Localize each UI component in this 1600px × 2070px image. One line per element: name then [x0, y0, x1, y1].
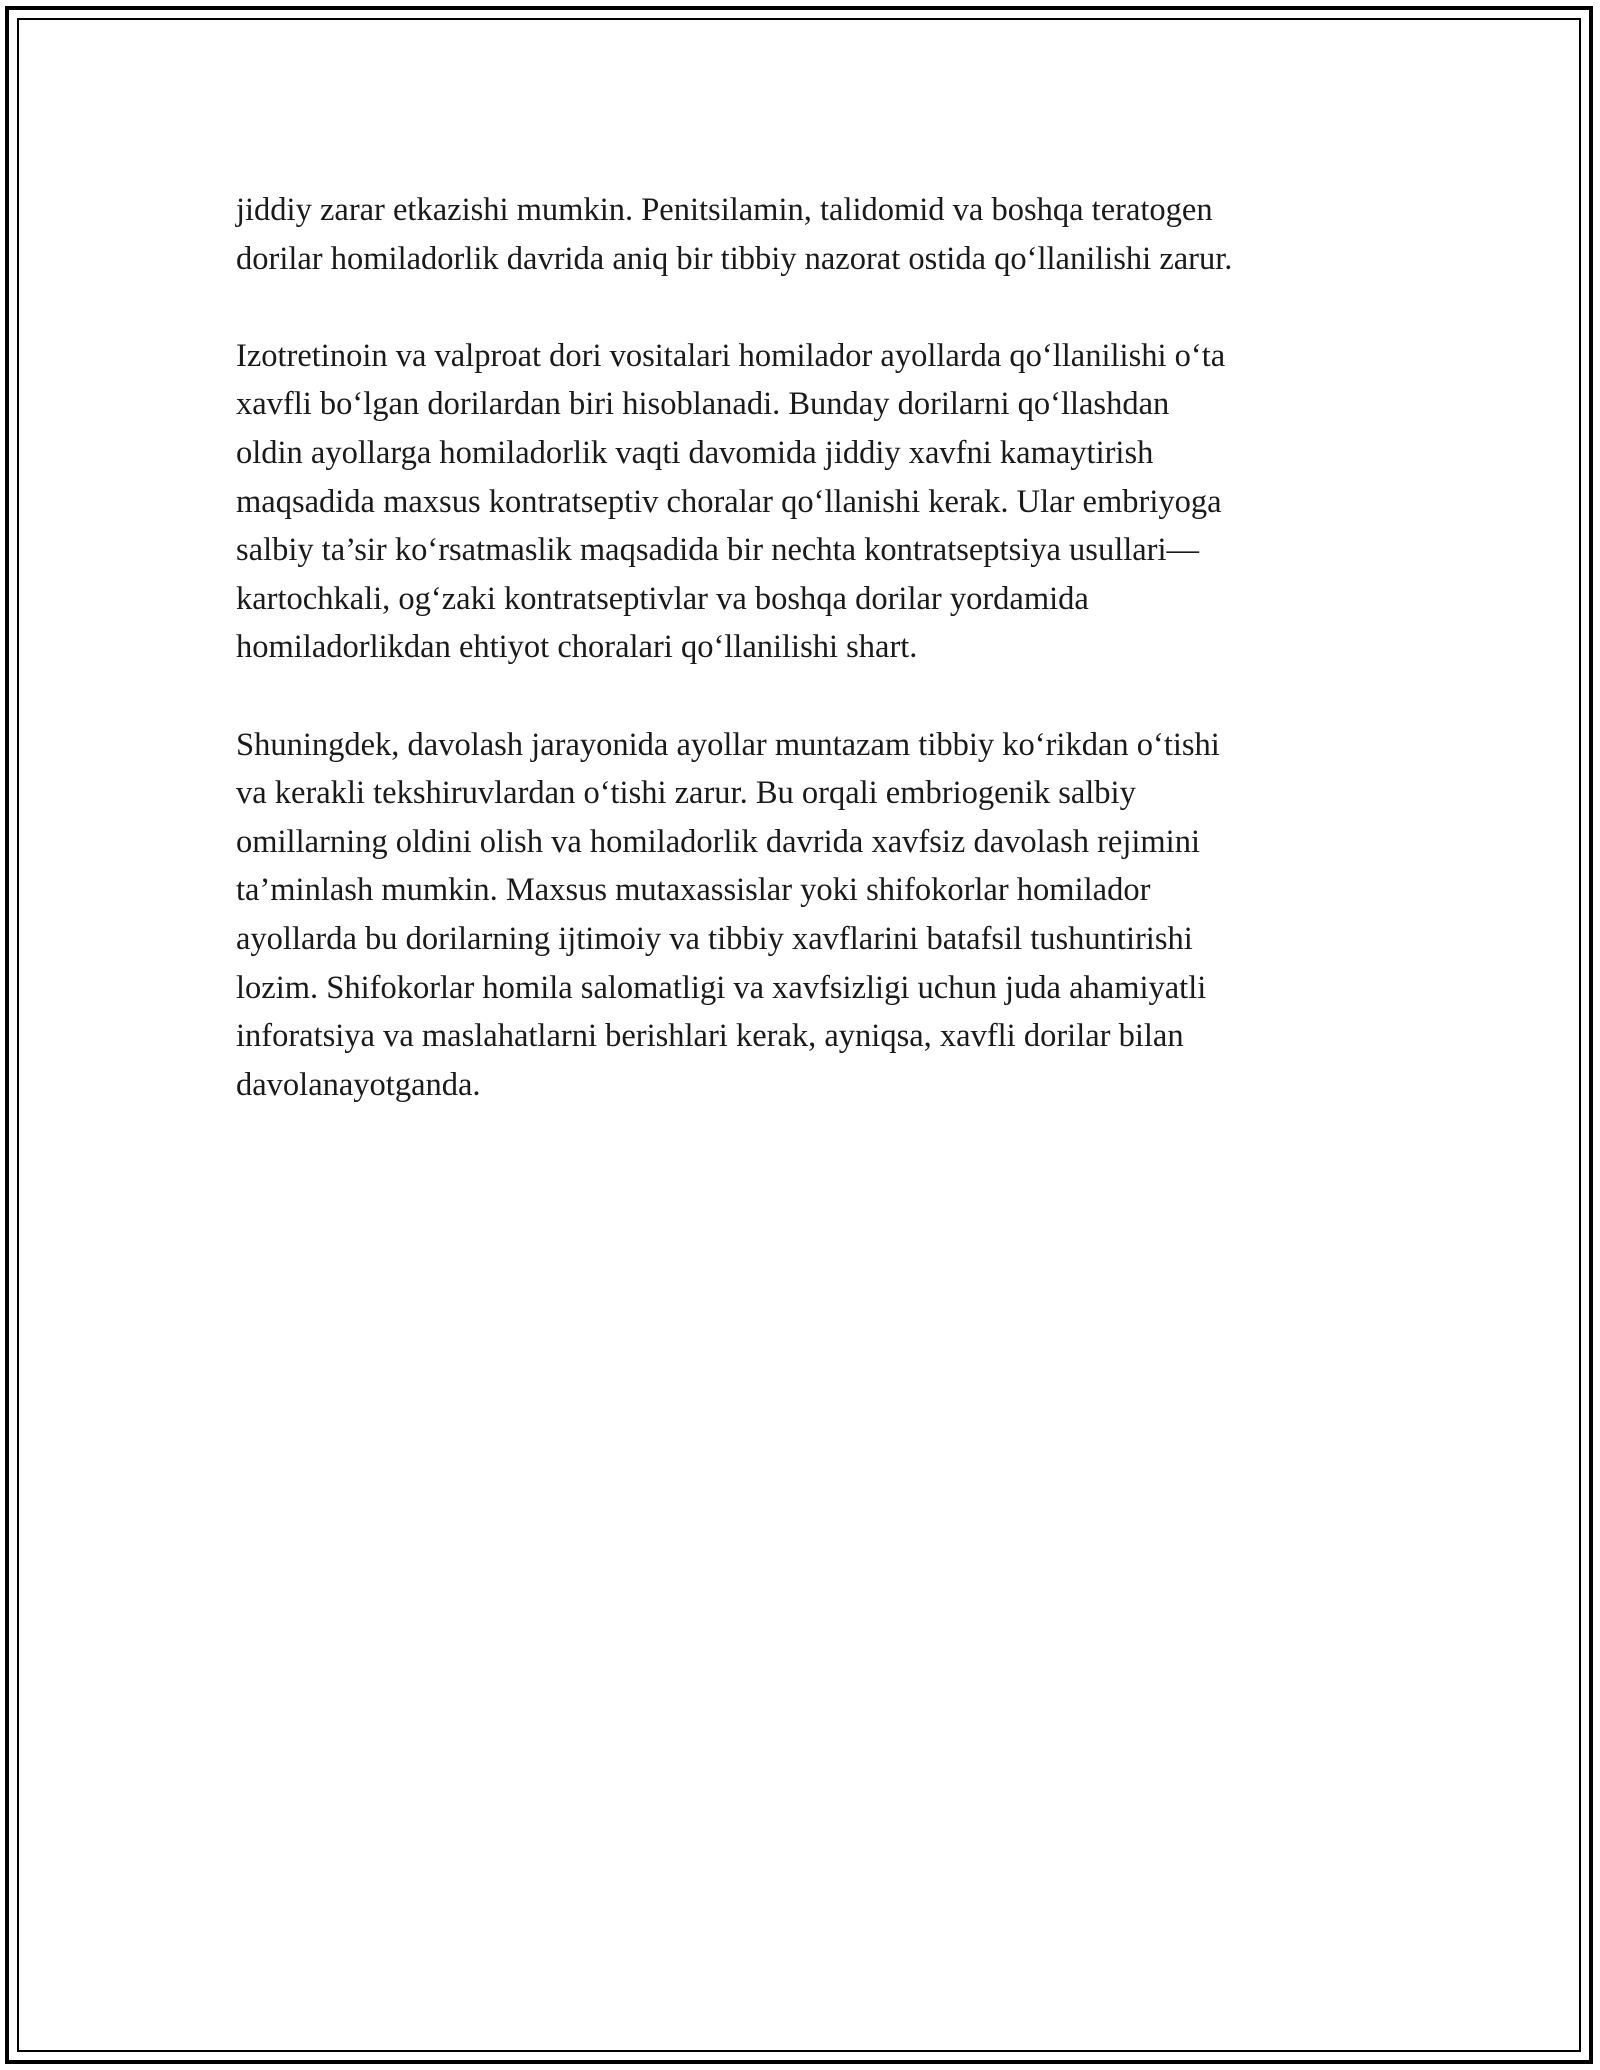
- text-line: Izotretinoin va valproat dori vositalari homilador ayollarda qo‘llanilishi o‘ta: [236, 337, 1226, 374]
- text-line: oldin ayollarga homiladorlik vaqti davomida jiddiy xavfni kamaytirish: [236, 434, 1154, 471]
- text-line: ayollarda bu dorilarning ijtimoiy va tibbiy xavflarini batafsil tushuntirishi: [236, 920, 1193, 957]
- text-line: jiddiy zarar etkazishi mumkin. Penitsilamin, talidomid va boshqa teratogen: [236, 192, 1213, 228]
- text-line: dorilar homiladorlik davrida aniq bir tibbiy nazorat ostida qo‘llanilishi zarur.: [236, 240, 1233, 277]
- document-body: [236, 186, 1386, 1158]
- paragraph-1: [236, 186, 1386, 283]
- text-line: lozim. Shifokorlar homila salomatligi va xavfsizligi uchun juda ahamiyatli: [236, 969, 1207, 1006]
- text-line: Shuningdek, davolash jarayonida ayollar muntazam tibbiy ko‘rikdan o‘tishi: [236, 726, 1220, 763]
- text-line: ta’minlash mumkin. Maxsus mutaxassislar yoki shifokorlar homilador: [236, 872, 1151, 909]
- paragraph-3: [236, 721, 1386, 1110]
- text-line: kartochkali, og‘zaki kontratseptivlar va boshqa dorilar yordamida: [236, 580, 1089, 617]
- text-line: va kerakli tekshiruvlardan o‘tishi zarur. Bu orqali embriogenik salbiy: [236, 775, 1136, 812]
- text-line: maqsadida maxsus kontratseptiv choralar qo‘llanishi kerak. Ular embriyoga: [236, 483, 1222, 520]
- text-line: inforatsiya va maslahatlarni berishlari kerak, ayniqsa, xavfli dorilar bilan: [236, 1018, 1184, 1055]
- text-line: omillarning oldini olish va homiladorlik davrida xavfsiz davolash rejimini: [236, 823, 1200, 860]
- text-line: homiladorlikdan ehtiyot choralari qo‘llanilishi shart.: [236, 629, 918, 666]
- paragraph-2: [236, 332, 1386, 672]
- text-line: salbiy ta’sir ko‘rsatmaslik maqsadida bir nechta kontratseptsiya usullari—: [236, 532, 1200, 569]
- text-line: davolanayotganda.: [236, 1066, 481, 1103]
- text-line: xavfli bo‘lgan dorilardan biri hisoblanadi. Bunday dorilarni qo‘llashdan: [236, 386, 1170, 423]
